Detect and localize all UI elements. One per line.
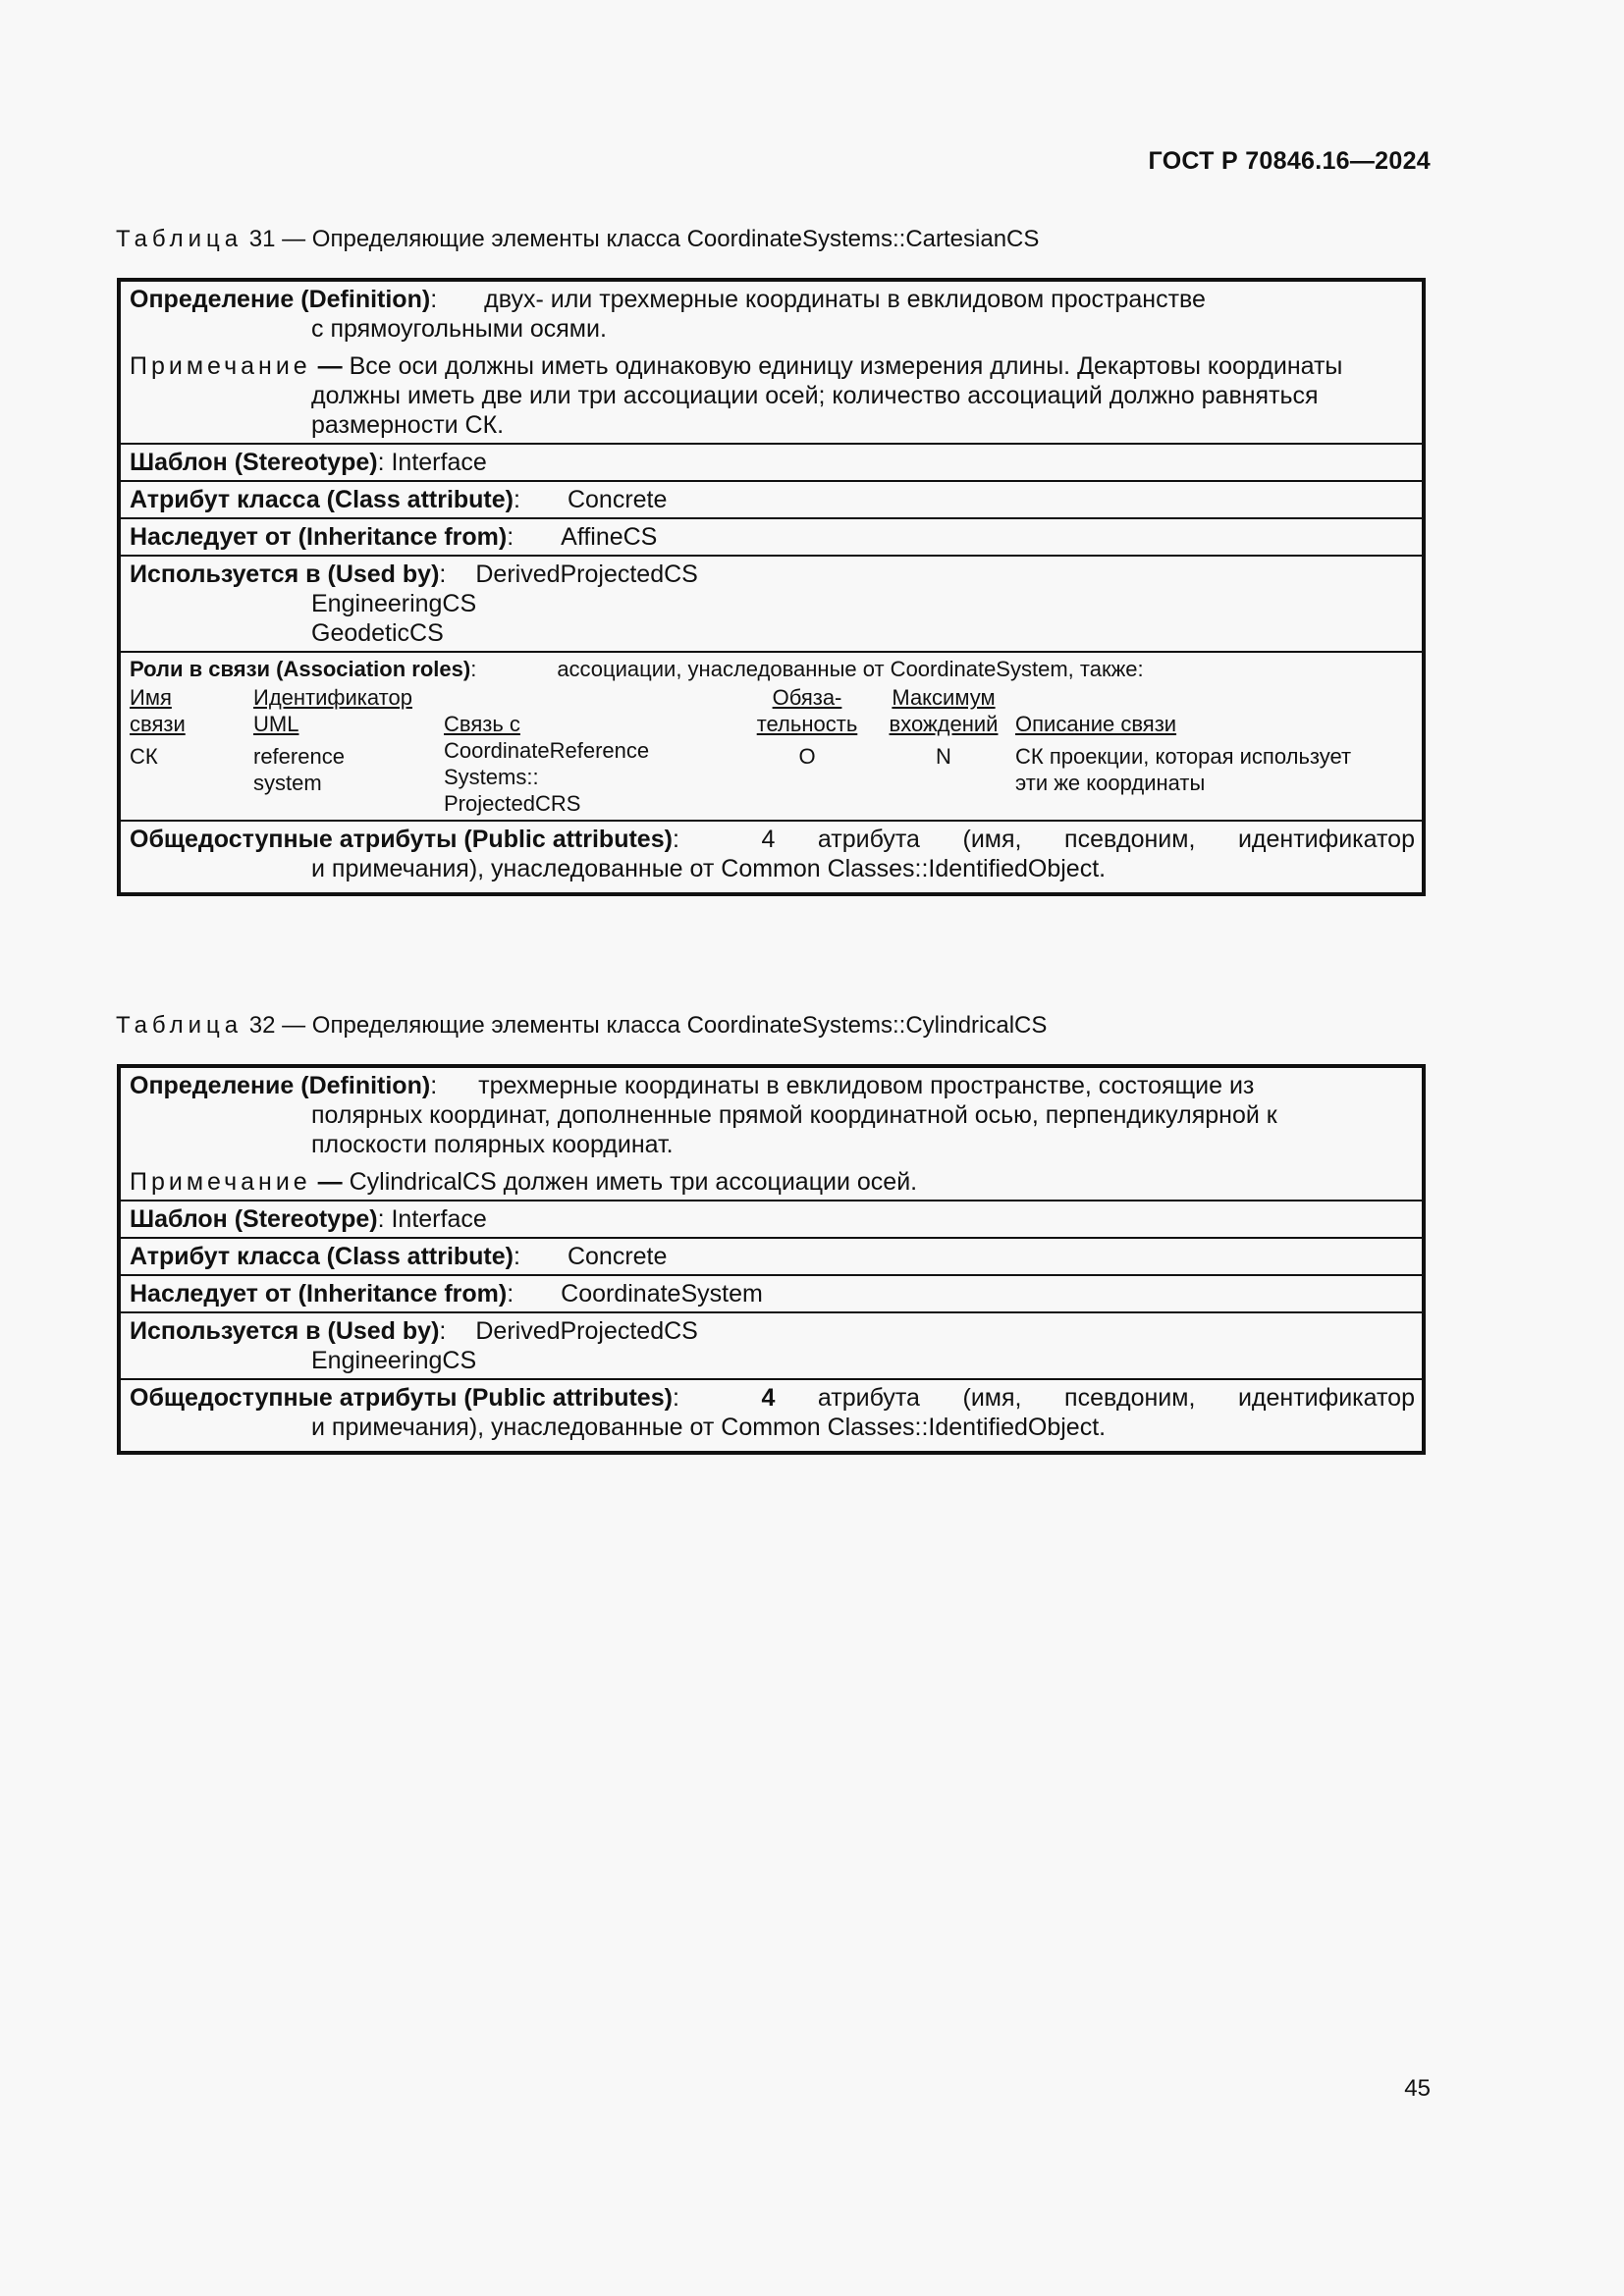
table-31: [117, 278, 1426, 896]
inheritance-cell: Наследует от (Inheritance from): AffineCS: [121, 517, 1422, 555]
definition-cell: Определение (Definition): двух- или трехмерные координаты в евклидовом пространстве с прямоугольными осями. Примечание — Все оси должны иметь одинаковую единицу измерения длины. Декартовы координаты должны иметь две или три ассоциации осей; количество ассоциаций должно равняться размерности СК.: [130, 286, 1343, 439]
association-roles-cell: Роли в связи (Association roles): ассоциации, унаследованные от CoordinateSystem, также: Имя связи Идентификатор UML Связь с Обяза- тельность Максимум вхождений Описание связи СК reference system CoordinateReference Systems:: ProjectedCRS O N СК проекции, которая использует эти же координаты: [121, 651, 1422, 820]
public-attributes-cell: Общедоступные атрибуты (Public attributes): 4 атрибута (имя, псевдоним, идентификатор и примечания), унаследованные от Common Classes::IdentifiedObject.: [121, 820, 1422, 892]
roles-table: Имя связи Идентификатор UML Связь с Обяза- тельность Максимум вхождений Описание связи СК reference system CoordinateReference Systems:: ProjectedCRS O N СК проекции, которая использует эти же координаты: [130, 685, 1352, 816]
note-label: Примечание: [130, 352, 311, 380]
note-label: Примечание: [130, 1168, 311, 1196]
stereotype-cell: Шаблон (Stereotype): Interface: [121, 443, 1422, 480]
table-32: [117, 1064, 1426, 1455]
stereotype-cell: Шаблон (Stereotype): Interface: [121, 1200, 1422, 1237]
page-number: 45: [1404, 2075, 1431, 2102]
public-attributes-cell: Общедоступные атрибуты (Public attributes): 4 атрибута (имя, псевдоним, идентификатор и примечания), унаследованные от Common Classes::IdentifiedObject.: [121, 1378, 1422, 1451]
table-31-caption: Таблица 31 — Определяющие элементы класса CoordinateSystems::CartesianCS: [116, 226, 1040, 252]
table-32-caption: Таблица 32 — Определяющие элементы класса CoordinateSystems::CylindricalCS: [116, 1012, 1048, 1039]
class-attribute-cell: Атрибут класса (Class attribute): Concrete: [121, 480, 1422, 517]
definition-cell: Определение (Definition): трехмерные координаты в евклидовом пространстве, состоящие из полярных координат, дополненные прямой координатной осью, перпендикулярной к плоскости полярных координат. Примечание — CylindricalCS должен иметь три ассоциации осей.: [130, 1072, 1277, 1196]
used-by-cell: Используется в (Used by): DerivedProjectedCS EngineeringCS GeodeticCS: [121, 555, 1422, 651]
inheritance-cell: Наследует от (Inheritance from): CoordinateSystem: [121, 1274, 1422, 1311]
class-attribute-cell: Атрибут класса (Class attribute): Concrete: [121, 1237, 1422, 1274]
standard-number: ГОСТ Р 70846.16—2024: [1148, 147, 1431, 175]
used-by-cell: Используется в (Used by): DerivedProjectedCS EngineeringCS: [121, 1311, 1422, 1378]
